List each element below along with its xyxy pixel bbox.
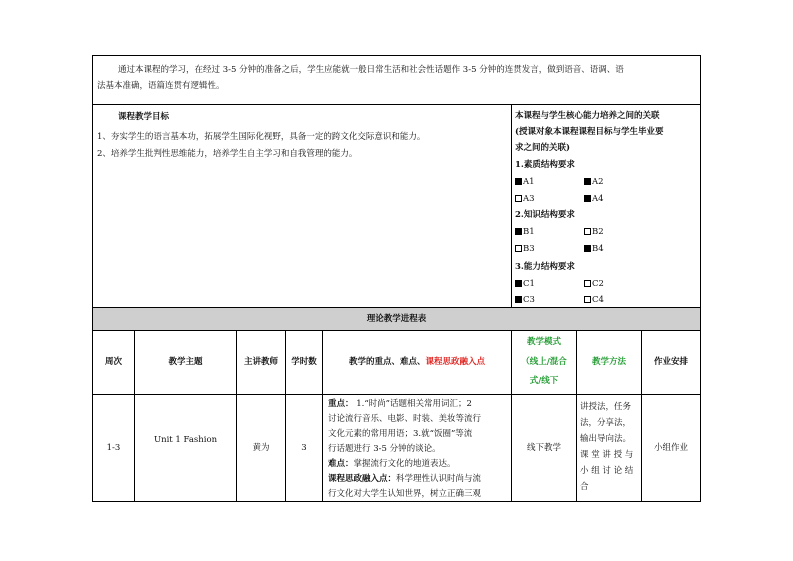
method-line: 输出导向法。 <box>580 434 632 444</box>
competency-group-title: 3.能力结构要求 <box>515 262 575 272</box>
method-line: 小 组 讨 论 结 <box>580 466 634 476</box>
row-hours: 3 <box>301 443 307 453</box>
header-mode-line2: （线上/混合 <box>521 357 567 367</box>
header-focus-black: 教学的重点、难点、 <box>348 357 426 367</box>
checkbox-label: C3 <box>523 295 535 305</box>
checkbox-item <box>515 241 535 257</box>
intro-text-line2: 法基本准确，语篇连贯有逻辑性。 <box>97 81 225 91</box>
header-focus-red: 课程思政融入点 <box>425 357 486 367</box>
objective-item-1: 1、夯实学生的语言基本功，拓展学生国际化视野，具备一定的跨文化交际意识和能力。 <box>97 132 426 142</box>
checkbox-empty-icon <box>584 280 591 287</box>
checkbox-item <box>515 174 535 190</box>
checkbox-label: A4 <box>592 194 604 204</box>
checkbox-label: B4 <box>592 244 604 254</box>
row-teacher: 黄为 <box>252 443 270 453</box>
checkbox-checked-icon <box>515 228 522 235</box>
checkbox-checked-icon <box>515 280 522 287</box>
method-line: 合 <box>580 482 589 492</box>
method-line: 讲授法，任务 <box>580 402 632 412</box>
checkbox-empty-icon <box>515 245 522 252</box>
header-week: 周次 <box>104 357 122 367</box>
focus-line: 行文化对大学生认知世界，树立正确三观 <box>328 489 482 499</box>
competency-group-title: 2.知识结构要求 <box>515 210 575 220</box>
checkbox-label: B3 <box>523 244 535 254</box>
checkbox-empty-icon <box>584 296 591 303</box>
checkbox-label: A2 <box>592 177 604 187</box>
competency-heading-line3: 求之间的关联) <box>515 143 571 153</box>
checkbox-item <box>515 292 535 308</box>
focus-line: 文化元素的常用用语；3.就“饭圈”等流 <box>328 429 473 439</box>
checkbox-label: B2 <box>592 227 604 237</box>
objective-item-2: 2、培养学生批判性思维能力，培养学生自主学习和自我管理的能力。 <box>97 149 358 159</box>
focus-line: 行话题进行 3-5 分钟的谈论。 <box>328 444 441 454</box>
competency-group-title: 1.素质结构要求 <box>515 160 575 170</box>
schedule-title: 理论教学进程表 <box>366 314 427 324</box>
header-topic: 教学主题 <box>168 357 203 367</box>
checkbox-checked-icon <box>515 296 522 303</box>
row-mode: 线下教学 <box>526 443 561 453</box>
checkbox-item <box>515 276 535 292</box>
checkbox-label: C1 <box>523 279 535 289</box>
row-cell-topic <box>134 394 237 502</box>
checkbox-item <box>584 276 604 292</box>
row-week: 1-3 <box>106 443 121 453</box>
checkbox-label: C2 <box>592 279 604 289</box>
checkbox-item <box>584 191 604 207</box>
row-homework: 小组作业 <box>653 443 688 453</box>
row-topic: Unit 1 Fashion <box>153 435 218 445</box>
method-line: 法，分享法， <box>580 418 632 428</box>
checkbox-label: A1 <box>523 177 535 187</box>
intro-text-line1: 通过本课程的学习，在经过 3-5 分钟的准备之后，学生应能就一般日常生活和社会性话题作 3-5 分钟的连贯发言，做到语音、语调、语 <box>118 65 624 75</box>
checkbox-item <box>584 174 604 190</box>
header-method: 教学方法 <box>591 357 626 367</box>
checkbox-item <box>584 292 604 308</box>
checkbox-empty-icon <box>584 228 591 235</box>
focus-line: 难点：掌握流行文化的地道表达。 <box>328 459 456 469</box>
method-line: 课 堂 讲 授 与 <box>580 450 634 460</box>
checkbox-label: B1 <box>523 227 535 237</box>
objectives-heading: 课程教学目标 <box>118 112 170 122</box>
checkbox-checked-icon <box>584 178 591 185</box>
checkbox-empty-icon <box>515 195 522 202</box>
header-mode-line1: 教学模式 <box>526 337 561 347</box>
header-teacher: 主讲教师 <box>243 357 278 367</box>
header-homework: 作业安排 <box>653 357 688 367</box>
checkbox-item <box>515 224 535 240</box>
checkbox-item <box>584 224 604 240</box>
competency-heading-line1: 本课程与学生核心能力培养之间的关联 <box>515 111 660 121</box>
checkbox-label: C4 <box>592 295 604 305</box>
competency-heading-line2: (授课对象本课程课程目标与学生毕业要 <box>515 127 664 137</box>
focus-line: 讨论流行音乐、电影、时装、美妆等流行 <box>328 414 482 424</box>
focus-line: 重点： 1.“时尚”话题相关常用词汇；2 <box>328 399 472 409</box>
checkbox-checked-icon <box>584 195 591 202</box>
checkbox-label: A3 <box>523 194 535 204</box>
header-hours: 学时数 <box>291 357 317 367</box>
checkbox-checked-icon <box>584 245 591 252</box>
header-mode-line3: 式/线下 <box>529 376 559 386</box>
header-focus <box>322 354 512 370</box>
checkbox-item <box>515 191 535 207</box>
checkbox-item <box>584 241 604 257</box>
checkbox-checked-icon <box>515 178 522 185</box>
focus-line: 课程思政融入点：科学理性认识时尚与流 <box>328 474 482 484</box>
